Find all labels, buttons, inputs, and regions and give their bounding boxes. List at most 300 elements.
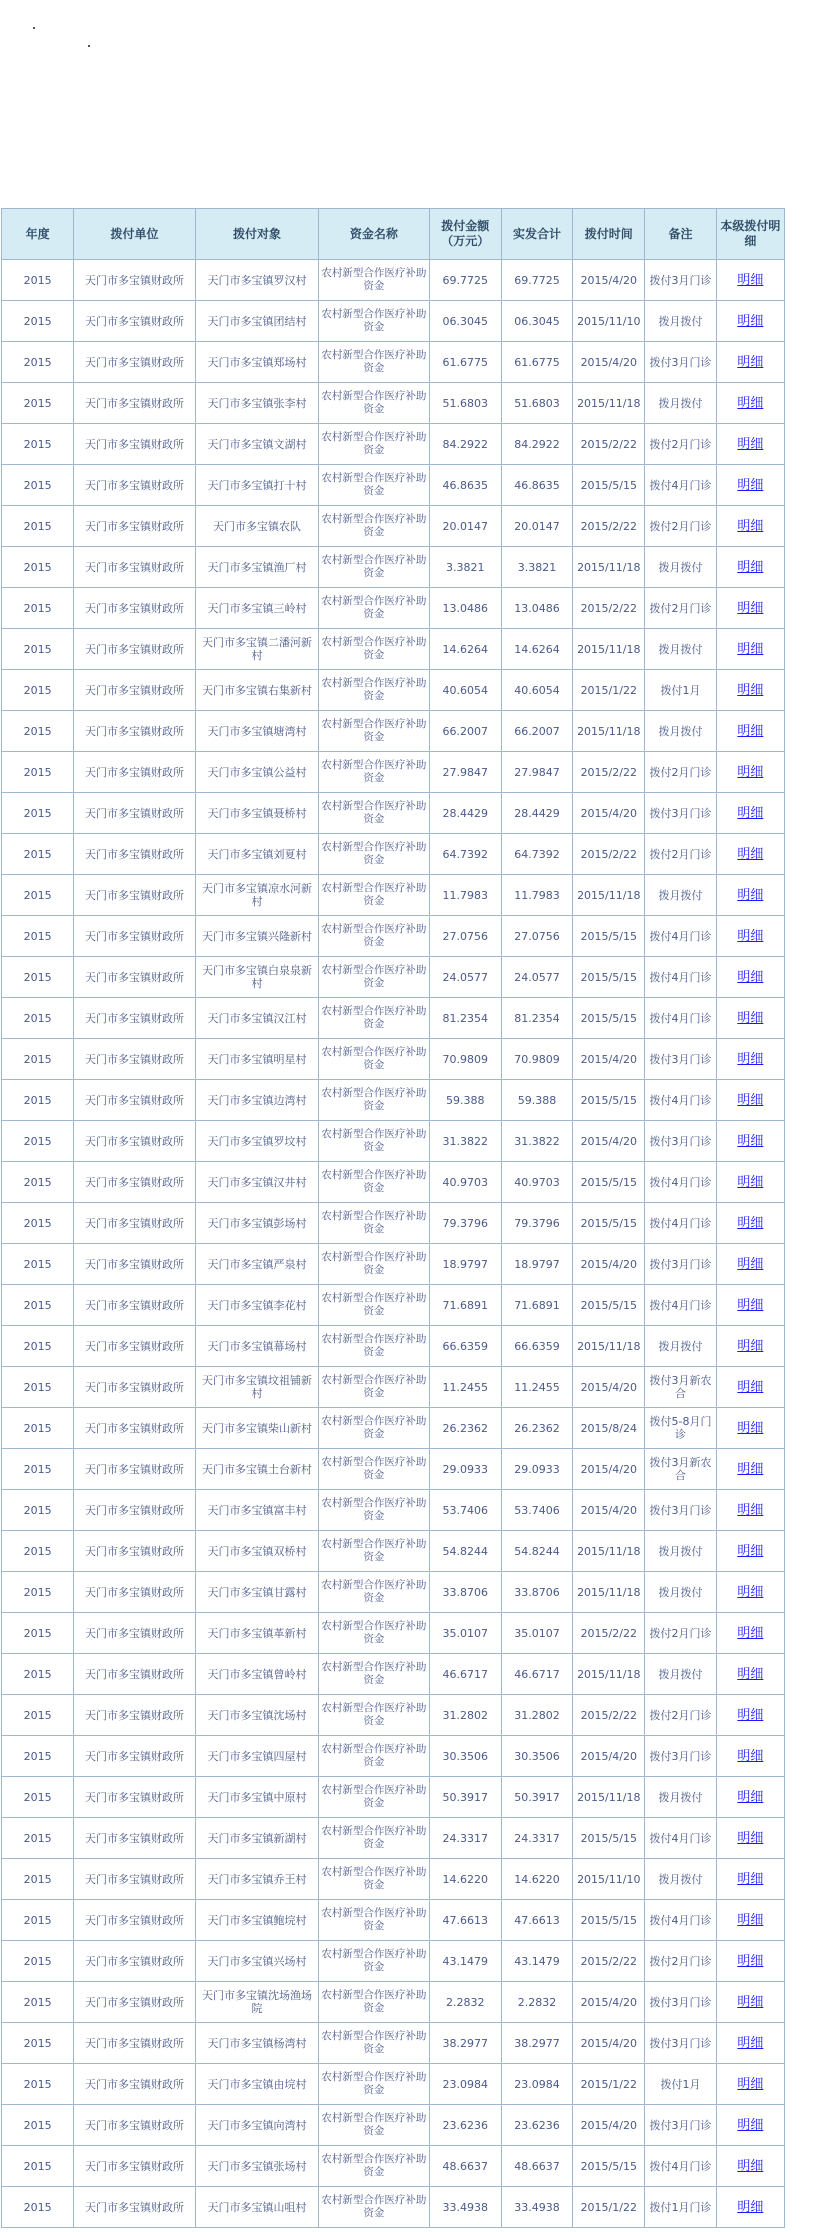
cell-detail [716,916,784,957]
cell-amount: 35.0107 [429,1613,501,1654]
cell-fund-name: 农村新型合作医疗补助资金 [319,342,429,383]
cell-remark: 拨付3月门诊 [645,793,716,834]
cell-fund-name: 农村新型合作医疗补助资金 [319,2146,429,2187]
cell-actual-total: 38.2977 [501,2023,572,2064]
cell-remark: 拨付3月门诊 [645,2023,716,2064]
cell-fund-name: 农村新型合作医疗补助资金 [319,547,429,588]
cell-fund-name: 农村新型合作医疗补助资金 [319,1941,429,1982]
cell-fund-name: 农村新型合作医疗补助资金 [319,1285,429,1326]
cell-target: 天门市多宝镇张场村 [195,2146,318,2187]
cell-detail [716,1654,784,1695]
cell-date: 2015/1/22 [573,2064,645,2105]
cell-year: 2015 [2,2023,74,2064]
cell-year: 2015 [2,2064,74,2105]
cell-unit: 天门市多宝镇财政所 [74,547,195,588]
cell-fund-name: 农村新型合作医疗补助资金 [319,1777,429,1818]
cell-detail [716,1203,784,1244]
cell-year: 2015 [2,588,74,629]
cell-amount: 51.6803 [429,383,501,424]
detail-link[interactable]: 明细 [737,1830,764,1846]
cell-remark: 拨付3月门诊 [645,1039,716,1080]
cell-date: 2015/4/20 [573,1244,645,1285]
detail-link[interactable]: 明细 [737,641,764,657]
cell-target: 天门市多宝镇凉水河新村 [195,875,318,916]
cell-amount: 61.6775 [429,342,501,383]
cell-year: 2015 [2,1121,74,1162]
cell-actual-total: 27.9847 [501,752,572,793]
detail-link[interactable]: 明细 [737,436,764,452]
table-row [2,1244,785,1285]
detail-link[interactable]: 明细 [737,1010,764,1026]
table-body [2,260,785,2228]
cell-date: 2015/1/22 [573,2187,645,2228]
cell-remark: 拨月拨付 [645,1859,716,1900]
cell-date: 2015/2/22 [573,834,645,875]
cell-year: 2015 [2,1900,74,1941]
table-row [2,1367,785,1408]
detail-link[interactable]: 明细 [737,764,764,780]
cell-year: 2015 [2,1285,74,1326]
table-row [2,342,785,383]
cell-remark: 拨月拨付 [645,711,716,752]
cell-target: 天门市多宝镇严泉村 [195,1244,318,1285]
detail-link[interactable]: 明细 [737,1092,764,1108]
detail-link[interactable]: 明细 [737,1666,764,1682]
cell-detail [716,1039,784,1080]
cell-date: 2015/5/15 [573,2146,645,2187]
cell-actual-total: 66.6359 [501,1326,572,1367]
table-row [2,998,785,1039]
cell-target: 天门市多宝镇边湾村 [195,1080,318,1121]
detail-link[interactable]: 明细 [737,1912,764,1928]
cell-amount: 79.3796 [429,1203,501,1244]
cell-unit: 天门市多宝镇财政所 [74,1203,195,1244]
cell-detail [716,301,784,342]
detail-link[interactable]: 明细 [737,805,764,821]
cell-remark: 拨付2月门诊 [645,1613,716,1654]
cell-unit: 天门市多宝镇财政所 [74,1408,195,1449]
cell-target: 天门市多宝镇山咀村 [195,2187,318,2228]
cell-detail [716,588,784,629]
col-header-target: 拨付对象 [195,209,318,260]
cell-year: 2015 [2,998,74,1039]
cell-actual-total: 46.8635 [501,465,572,506]
cell-actual-total: 64.7392 [501,834,572,875]
cell-amount: 18.9797 [429,1244,501,1285]
cell-actual-total: 33.8706 [501,1572,572,1613]
detail-link[interactable]: 明细 [737,1338,764,1354]
detail-link[interactable]: 明细 [737,1625,764,1641]
table-row [2,465,785,506]
cell-fund-name: 农村新型合作医疗补助资金 [319,1818,429,1859]
cell-unit: 天门市多宝镇财政所 [74,1900,195,1941]
col-header-unit: 拨付单位 [74,209,195,260]
cell-actual-total: 40.6054 [501,670,572,711]
cell-detail [716,1080,784,1121]
cell-unit: 天门市多宝镇财政所 [74,2105,195,2146]
cell-amount: 40.9703 [429,1162,501,1203]
table-row [2,1449,785,1490]
cell-remark: 拨月拨付 [645,629,716,670]
table-row [2,1039,785,1080]
cell-unit: 天门市多宝镇财政所 [74,301,195,342]
cell-unit: 天门市多宝镇财政所 [74,342,195,383]
cell-target: 天门市多宝镇彭场村 [195,1203,318,1244]
cell-target: 天门市多宝镇甘露村 [195,1572,318,1613]
cell-fund-name: 农村新型合作医疗补助资金 [319,1408,429,1449]
cell-amount: 14.6264 [429,629,501,670]
detail-link[interactable]: 明细 [737,1707,764,1723]
cell-target: 天门市多宝镇沈场渔场院 [195,1982,318,2023]
cell-date: 2015/4/20 [573,1039,645,1080]
detail-link[interactable]: 明细 [737,1133,764,1149]
table-row [2,1654,785,1695]
cell-remark: 拨付3月门诊 [645,342,716,383]
cell-actual-total: 18.9797 [501,1244,572,1285]
cell-target: 天门市多宝镇杨湾村 [195,2023,318,2064]
table-row [2,547,785,588]
cell-target: 天门市多宝镇双桥村 [195,1531,318,1572]
cell-remark: 拨付3月门诊 [645,1244,716,1285]
cell-date: 2015/11/18 [573,1572,645,1613]
cell-detail [716,2146,784,2187]
cell-unit: 天门市多宝镇财政所 [74,1121,195,1162]
cell-date: 2015/11/18 [573,1654,645,1695]
detail-link[interactable]: 明细 [737,1584,764,1600]
cell-amount: 24.3317 [429,1818,501,1859]
cell-amount: 11.7983 [429,875,501,916]
cell-unit: 天门市多宝镇财政所 [74,1982,195,2023]
cell-target: 天门市多宝镇聂桥村 [195,793,318,834]
cell-date: 2015/1/22 [573,670,645,711]
col-header-actual-total: 实发合计 [501,209,572,260]
cell-remark: 拨付3月门诊 [645,1121,716,1162]
cell-amount: 59.388 [429,1080,501,1121]
cell-fund-name: 农村新型合作医疗补助资金 [319,1613,429,1654]
table-row [2,588,785,629]
detail-link[interactable]: 明细 [737,2117,764,2133]
cell-actual-total: 43.1479 [501,1941,572,1982]
decorative-dot [88,45,90,47]
detail-link[interactable]: 明细 [737,1543,764,1559]
detail-link[interactable]: 明细 [737,2035,764,2051]
cell-target: 天门市多宝镇张李村 [195,383,318,424]
cell-year: 2015 [2,1941,74,1982]
cell-unit: 天门市多宝镇财政所 [74,916,195,957]
cell-amount: 38.2977 [429,2023,501,2064]
cell-amount: 27.9847 [429,752,501,793]
cell-fund-name: 农村新型合作医疗补助资金 [319,793,429,834]
cell-unit: 天门市多宝镇财政所 [74,1818,195,1859]
detail-link[interactable]: 明细 [737,969,764,985]
cell-detail [716,2064,784,2105]
cell-remark: 拨月拨付 [645,383,716,424]
cell-year: 2015 [2,506,74,547]
table-row [2,1695,785,1736]
cell-remark: 拨付1月 [645,670,716,711]
cell-fund-name: 农村新型合作医疗补助资金 [319,1572,429,1613]
cell-detail [716,1490,784,1531]
cell-detail [716,1613,784,1654]
detail-link[interactable]: 明细 [737,1748,764,1764]
detail-link[interactable]: 明细 [737,723,764,739]
cell-remark: 拨月拨付 [645,547,716,588]
cell-target: 天门市多宝镇罗坟村 [195,1121,318,1162]
cell-detail [716,793,784,834]
cell-detail [716,834,784,875]
cell-unit: 天门市多宝镇财政所 [74,1490,195,1531]
cell-year: 2015 [2,629,74,670]
cell-remark: 拨付2月门诊 [645,834,716,875]
cell-unit: 天门市多宝镇财政所 [74,1572,195,1613]
col-header-fund-name: 资金名称 [319,209,429,260]
cell-fund-name: 农村新型合作医疗补助资金 [319,752,429,793]
cell-actual-total: 53.7406 [501,1490,572,1531]
cell-fund-name: 农村新型合作医疗补助资金 [319,629,429,670]
cell-fund-name: 农村新型合作医疗补助资金 [319,1859,429,1900]
cell-unit: 天门市多宝镇财政所 [74,2023,195,2064]
cell-unit: 天门市多宝镇财政所 [74,1941,195,1982]
cell-remark: 拨付4月门诊 [645,1285,716,1326]
cell-fund-name: 农村新型合作医疗补助资金 [319,1039,429,1080]
cell-date: 2015/4/20 [573,2023,645,2064]
cell-amount: 40.6054 [429,670,501,711]
table-row [2,793,785,834]
cell-fund-name: 农村新型合作医疗补助资金 [319,301,429,342]
cell-amount: 69.7725 [429,260,501,301]
cell-remark: 拨付2月门诊 [645,506,716,547]
cell-amount: 43.1479 [429,1941,501,1982]
cell-remark: 拨付4月门诊 [645,998,716,1039]
cell-target: 天门市多宝镇渔厂村 [195,547,318,588]
detail-link[interactable]: 明细 [737,1379,764,1395]
cell-actual-total: 54.8244 [501,1531,572,1572]
cell-fund-name: 农村新型合作医疗补助资金 [319,957,429,998]
cell-actual-total: 69.7725 [501,260,572,301]
cell-amount: 30.3506 [429,1736,501,1777]
cell-year: 2015 [2,916,74,957]
cell-year: 2015 [2,875,74,916]
cell-unit: 天门市多宝镇财政所 [74,875,195,916]
cell-date: 2015/5/15 [573,957,645,998]
cell-actual-total: 35.0107 [501,1613,572,1654]
detail-link[interactable]: 明细 [737,395,764,411]
cell-year: 2015 [2,1326,74,1367]
cell-detail [716,670,784,711]
cell-actual-total: 66.2007 [501,711,572,752]
col-header-amount: 拨付金额（万元） [429,209,501,260]
cell-year: 2015 [2,383,74,424]
cell-year: 2015 [2,424,74,465]
cell-year: 2015 [2,2187,74,2228]
detail-link[interactable]: 明细 [737,1953,764,1969]
cell-fund-name: 农村新型合作医疗补助资金 [319,1449,429,1490]
cell-target: 天门市多宝镇刘夏村 [195,834,318,875]
detail-link[interactable]: 明细 [737,2158,764,2174]
detail-link[interactable]: 明细 [737,518,764,534]
detail-link[interactable]: 明细 [737,1051,764,1067]
cell-detail [716,875,784,916]
cell-unit: 天门市多宝镇财政所 [74,2187,195,2228]
cell-fund-name: 农村新型合作医疗补助资金 [319,1490,429,1531]
cell-date: 2015/4/20 [573,1367,645,1408]
detail-link[interactable]: 明细 [737,313,764,329]
cell-target: 天门市多宝镇兴隆新村 [195,916,318,957]
cell-year: 2015 [2,1039,74,1080]
cell-unit: 天门市多宝镇财政所 [74,465,195,506]
cell-target: 天门市多宝镇农队 [195,506,318,547]
cell-fund-name: 农村新型合作医疗补助资金 [319,1244,429,1285]
cell-year: 2015 [2,2146,74,2187]
detail-link[interactable]: 明细 [737,1871,764,1887]
cell-date: 2015/4/20 [573,1982,645,2023]
detail-link[interactable]: 明细 [737,354,764,370]
cell-target: 天门市多宝镇沈场村 [195,1695,318,1736]
table-row [2,260,785,301]
detail-link[interactable]: 明细 [737,1789,764,1805]
cell-unit: 天门市多宝镇财政所 [74,1613,195,1654]
cell-detail [716,2023,784,2064]
detail-link[interactable]: 明细 [737,1420,764,1436]
cell-amount: 46.6717 [429,1654,501,1695]
cell-amount: 70.9809 [429,1039,501,1080]
detail-link[interactable]: 明细 [737,846,764,862]
cell-detail [716,1367,784,1408]
cell-detail [716,1982,784,2023]
cell-remark: 拨付4月门诊 [645,465,716,506]
cell-date: 2015/2/22 [573,752,645,793]
cell-actual-total: 06.3045 [501,301,572,342]
cell-detail [716,2187,784,2228]
cell-target: 天门市多宝镇二潘河新村 [195,629,318,670]
cell-detail [716,424,784,465]
detail-link[interactable]: 明细 [737,1256,764,1272]
cell-date: 2015/2/22 [573,1695,645,1736]
detail-link[interactable]: 明细 [737,682,764,698]
cell-actual-total: 29.0933 [501,1449,572,1490]
cell-fund-name: 农村新型合作医疗补助资金 [319,2023,429,2064]
table-row [2,957,785,998]
cell-fund-name: 农村新型合作医疗补助资金 [319,1900,429,1941]
table-row [2,1080,785,1121]
cell-unit: 天门市多宝镇财政所 [74,1244,195,1285]
cell-amount: 48.6637 [429,2146,501,2187]
table-row [2,711,785,752]
cell-amount: 28.4429 [429,793,501,834]
cell-target: 天门市多宝镇柴山新村 [195,1408,318,1449]
cell-target: 天门市多宝镇罗汉村 [195,260,318,301]
table-row [2,1203,785,1244]
cell-target: 天门市多宝镇三岭村 [195,588,318,629]
cell-fund-name: 农村新型合作医疗补助资金 [319,1654,429,1695]
cell-target: 天门市多宝镇富丰村 [195,1490,318,1531]
col-header-detail: 本级拨付明细 [716,209,784,260]
cell-date: 2015/5/15 [573,916,645,957]
cell-year: 2015 [2,752,74,793]
cell-detail [716,547,784,588]
table-row [2,1941,785,1982]
cell-date: 2015/4/20 [573,2105,645,2146]
detail-link[interactable]: 明细 [737,477,764,493]
cell-target: 天门市多宝镇向湾村 [195,2105,318,2146]
detail-link[interactable]: 明细 [737,1994,764,2010]
cell-date: 2015/11/10 [573,1859,645,1900]
detail-link[interactable]: 明细 [737,1174,764,1190]
cell-actual-total: 2.2832 [501,1982,572,2023]
cell-unit: 天门市多宝镇财政所 [74,834,195,875]
cell-actual-total: 51.6803 [501,383,572,424]
cell-unit: 天门市多宝镇财政所 [74,1449,195,1490]
cell-unit: 天门市多宝镇财政所 [74,1654,195,1695]
cell-date: 2015/4/20 [573,1449,645,1490]
cell-actual-total: 48.6637 [501,2146,572,2187]
table-row [2,916,785,957]
table-row [2,1326,785,1367]
cell-year: 2015 [2,1859,74,1900]
detail-link[interactable]: 明细 [737,1461,764,1477]
detail-link[interactable]: 明细 [737,2076,764,2092]
detail-link[interactable]: 明细 [737,272,764,288]
cell-amount: 66.6359 [429,1326,501,1367]
cell-detail [716,1162,784,1203]
cell-year: 2015 [2,1080,74,1121]
cell-target: 天门市多宝镇幕场村 [195,1326,318,1367]
cell-date: 2015/11/18 [573,875,645,916]
cell-date: 2015/2/22 [573,506,645,547]
cell-amount: 54.8244 [429,1531,501,1572]
cell-actual-total: 24.3317 [501,1818,572,1859]
cell-unit: 天门市多宝镇财政所 [74,588,195,629]
detail-link[interactable]: 明细 [737,600,764,616]
cell-unit: 天门市多宝镇财政所 [74,711,195,752]
table-row [2,834,785,875]
cell-actual-total: 61.6775 [501,342,572,383]
cell-target: 天门市多宝镇新湖村 [195,1818,318,1859]
cell-fund-name: 农村新型合作医疗补助资金 [319,1162,429,1203]
detail-link[interactable]: 明细 [737,928,764,944]
cell-amount: 06.3045 [429,301,501,342]
col-header-date: 拨付时间 [573,209,645,260]
cell-detail [716,1572,784,1613]
cell-remark: 拨付1月 [645,2064,716,2105]
cell-year: 2015 [2,670,74,711]
detail-link[interactable]: 明细 [737,2199,764,2215]
cell-unit: 天门市多宝镇财政所 [74,629,195,670]
cell-year: 2015 [2,1572,74,1613]
cell-unit: 天门市多宝镇财政所 [74,1080,195,1121]
cell-date: 2015/11/18 [573,547,645,588]
cell-date: 2015/5/15 [573,1818,645,1859]
cell-remark: 拨付2月门诊 [645,424,716,465]
detail-link[interactable]: 明细 [737,887,764,903]
detail-link[interactable]: 明细 [737,1215,764,1231]
cell-unit: 天门市多宝镇财政所 [74,1531,195,1572]
table-row [2,752,785,793]
cell-unit: 天门市多宝镇财政所 [74,1326,195,1367]
cell-amount: 26.2362 [429,1408,501,1449]
detail-link[interactable]: 明细 [737,559,764,575]
cell-year: 2015 [2,1736,74,1777]
cell-unit: 天门市多宝镇财政所 [74,752,195,793]
detail-link[interactable]: 明细 [737,1502,764,1518]
cell-detail [716,1285,784,1326]
cell-detail [716,260,784,301]
cell-target: 天门市多宝镇郑场村 [195,342,318,383]
cell-date: 2015/5/15 [573,998,645,1039]
detail-link[interactable]: 明细 [737,1297,764,1313]
cell-year: 2015 [2,957,74,998]
cell-actual-total: 33.4938 [501,2187,572,2228]
